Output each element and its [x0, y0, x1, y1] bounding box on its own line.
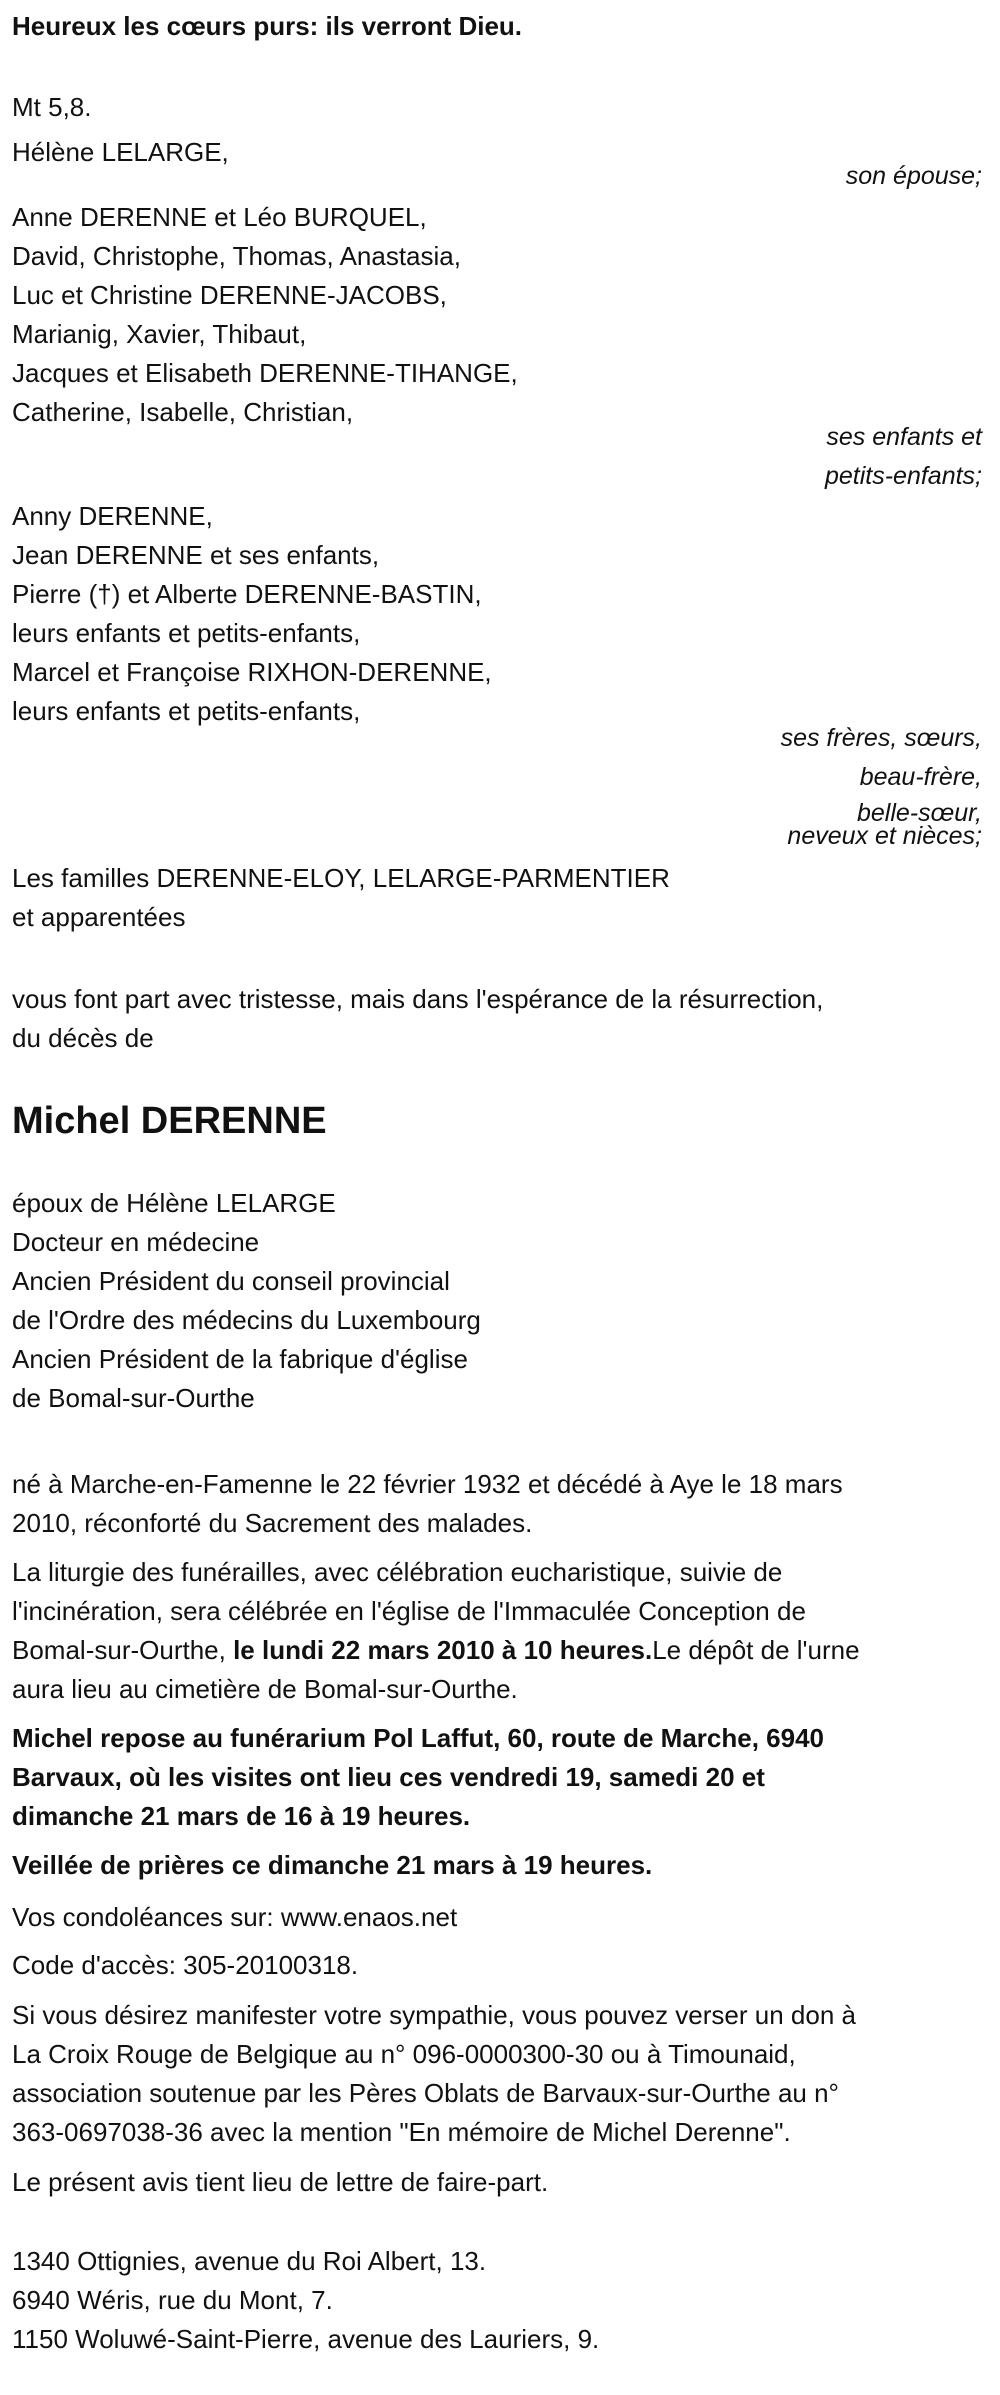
- text-line: association soutenue par les Pères Oblats de Barvaux-sur-Ourthe au n°: [12, 2078, 839, 2108]
- text-line: Barvaux, où les visites ont lieu ces vendredi 19, samedi 20 et: [12, 1762, 765, 1792]
- visits: [12, 1719, 824, 1836]
- text-line: La Croix Rouge de Belgique au n° 096-0000300-30 ou à Timounaid,: [12, 2039, 796, 2069]
- notice: Le présent avis tient lieu de lettre de faire-part.: [12, 2167, 549, 2197]
- text-segment: Le dépôt de l'urne: [652, 1635, 860, 1665]
- text-line: et apparentées: [12, 902, 186, 932]
- children-list: [12, 198, 518, 432]
- text-line: époux de Hélène LELARGE: [12, 1188, 336, 1218]
- list-item: leurs enfants et petits-enfants,: [12, 618, 361, 648]
- funeral-date: le lundi 22 mars 2010 à 10 heures.: [233, 1635, 653, 1665]
- epigraph: Heureux les cœurs purs: ils verront Dieu.: [12, 11, 523, 41]
- list-item: Anny DERENNE,: [12, 501, 213, 531]
- list-item: Jacques et Elisabeth DERENNE-TIHANGE,: [12, 358, 518, 388]
- list-item: Marcel et Françoise RIXHON-DERENNE,: [12, 657, 492, 687]
- text-line: Si vous désirez manifester votre sympathie, vous pouvez verser un don à: [12, 2000, 856, 2030]
- children-role: [825, 418, 982, 496]
- families: [12, 859, 670, 937]
- text-line: aura lieu au cimetière de Bomal-sur-Ourthe.: [12, 1674, 518, 1704]
- text-line: l'incinération, sera célébrée en l'église de l'Immaculée Conception de: [12, 1596, 806, 1626]
- condolences: Vos condoléances sur: www.enaos.net: [12, 1902, 458, 1932]
- spouse-role: son épouse;: [845, 162, 982, 190]
- addresses: [12, 2242, 599, 2359]
- birth-death: [12, 1465, 843, 1543]
- siblings-list: [12, 497, 492, 731]
- text-line: 363-0697038-36 avec la mention "En mémoire de Michel Derenne".: [12, 2117, 791, 2147]
- donation: [12, 1996, 856, 2152]
- text-line: Michel repose au funérarium Pol Laffut, 60, route de Marche, 6940: [12, 1723, 825, 1753]
- role-line: ses frères, sœurs,: [780, 724, 982, 752]
- text-segment: Bomal-sur-Ourthe,: [12, 1635, 234, 1665]
- role-line: beau-frère,: [859, 763, 982, 791]
- list-item: David, Christophe, Thomas, Anastasia,: [12, 241, 461, 271]
- text-line: Ancien Président de la fabrique d'église: [12, 1344, 468, 1374]
- text-line: né à Marche-en-Famenne le 22 février 1932 et décédé à Aye le 18 mars: [12, 1469, 843, 1499]
- list-item: Luc et Christine DERENNE-JACOBS,: [12, 280, 447, 310]
- list-item: Anne DERENNE et Léo BURQUEL,: [12, 202, 427, 232]
- list-item: Marianig, Xavier, Thibaut,: [12, 319, 307, 349]
- siblings-role: [780, 719, 982, 850]
- titles: [12, 1184, 481, 1418]
- spouse-line: Hélène LELARGE,: [12, 137, 229, 167]
- text-line: Les familles DERENNE-ELOY, LELARGE-PARMENTIER: [12, 863, 670, 893]
- liturgy: [12, 1553, 860, 1709]
- access-code: Code d'accès: 305-20100318.: [12, 1950, 359, 1980]
- text-line: de Bomal-sur-Ourthe: [12, 1383, 255, 1413]
- text-line: dimanche 21 mars de 16 à 19 heures.: [12, 1801, 471, 1831]
- text-line: vous font part avec tristesse, mais dans l'espérance de la résurrection,: [12, 984, 824, 1014]
- role-line: ses enfants et: [826, 423, 982, 451]
- address: 6940 Wéris, rue du Mont, 7.: [12, 2285, 333, 2315]
- text-line: 2010, réconforté du Sacrement des malades.: [12, 1508, 533, 1538]
- list-item: Pierre (†) et Alberte DERENNE-BASTIN,: [12, 579, 482, 609]
- text-line: Docteur en médecine: [12, 1227, 260, 1257]
- role-line: neveux et nièces;: [787, 822, 982, 850]
- scripture-reference: Mt 5,8.: [12, 92, 92, 122]
- vigil: Veillée de prières ce dimanche 21 mars à 19 heures.: [12, 1850, 653, 1880]
- text-line: du décès de: [12, 1023, 154, 1053]
- role-line: petits-enfants;: [824, 462, 982, 490]
- text-line: La liturgie des funérailles, avec célébration eucharistique, suivie de: [12, 1557, 783, 1587]
- list-item: leurs enfants et petits-enfants,: [12, 696, 361, 726]
- announcement: [12, 980, 823, 1058]
- list-item: Catherine, Isabelle, Christian,: [12, 397, 354, 427]
- deceased-name: Michel DERENNE: [12, 1100, 327, 1142]
- text-line: de l'Ordre des médecins du Luxembourg: [12, 1305, 481, 1335]
- role-line: belle-sœur,: [856, 799, 982, 827]
- list-item: Jean DERENNE et ses enfants,: [12, 540, 380, 570]
- address: 1340 Ottignies, avenue du Roi Albert, 13.: [12, 2246, 487, 2276]
- text-line: [12, 1631, 860, 1670]
- address: 1150 Woluwé-Saint-Pierre, avenue des Lauriers, 9.: [12, 2324, 600, 2354]
- text-line: Ancien Président du conseil provincial: [12, 1266, 450, 1296]
